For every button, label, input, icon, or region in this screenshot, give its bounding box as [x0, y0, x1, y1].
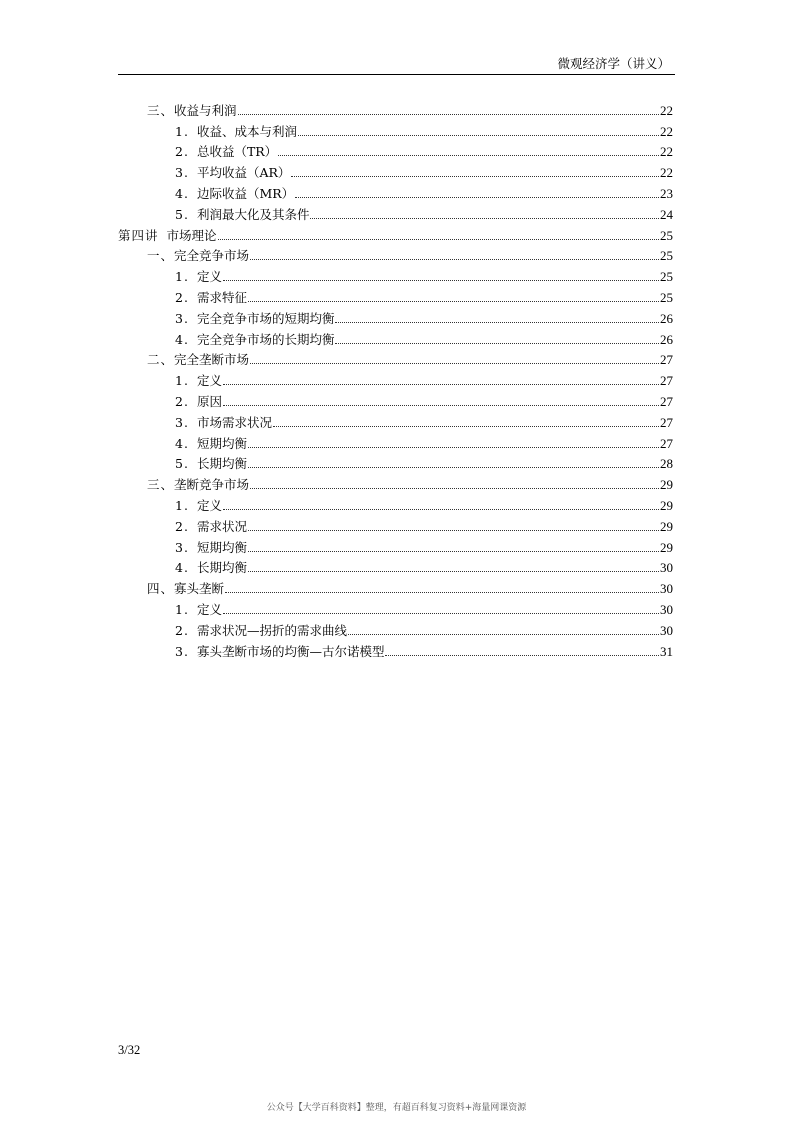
- toc-entry-label: [175, 624, 347, 638]
- toc-entry-label: [147, 353, 249, 367]
- header-divider: [118, 74, 675, 75]
- toc-entry-label: [175, 437, 247, 451]
- toc-entry-number: 3.: [175, 539, 189, 555]
- toc-entry[interactable]: [118, 596, 673, 617]
- toc-entry-title: 收益、成本与利润: [196, 123, 297, 139]
- toc-entry-label: [118, 229, 217, 243]
- toc-entry[interactable]: [118, 430, 673, 451]
- toc-entry-title: 需求状况—拐折的需求曲线: [196, 622, 347, 638]
- toc-entry[interactable]: [118, 513, 673, 534]
- toc-entry-page: 29: [660, 477, 673, 493]
- table-of-contents: [118, 97, 673, 659]
- toc-entry-label: [147, 104, 237, 118]
- toc-entry-page: 22: [660, 144, 673, 160]
- toc-entry-title: 原因: [196, 393, 222, 409]
- toc-entry[interactable]: [118, 243, 673, 264]
- toc-entry-label: [175, 125, 297, 139]
- toc-entry-page: 26: [660, 310, 673, 326]
- toc-dot-leader: [223, 280, 659, 281]
- toc-entry-page: 30: [660, 581, 673, 597]
- toc-entry-number: 2.: [175, 144, 189, 160]
- toc-entry-number: 2.: [175, 289, 189, 305]
- toc-entry[interactable]: [118, 534, 673, 555]
- toc-entry[interactable]: [118, 159, 673, 180]
- toc-dot-leader: [278, 155, 659, 156]
- toc-entry[interactable]: [118, 347, 673, 368]
- toc-dot-leader: [223, 405, 659, 406]
- toc-entry-number: 3.: [175, 310, 189, 326]
- toc-entry-label: [175, 541, 247, 555]
- toc-dot-leader: [248, 447, 659, 448]
- toc-entry-title: 需求状况: [196, 518, 247, 534]
- toc-entry[interactable]: [118, 326, 673, 347]
- toc-entry-number: 第四讲: [118, 227, 159, 243]
- toc-entry-number: 2.: [175, 393, 189, 409]
- toc-entry-label: [147, 478, 249, 492]
- toc-dot-leader: [223, 509, 659, 510]
- toc-entry-number: 3.: [175, 643, 189, 659]
- toc-entry-label: [175, 166, 290, 180]
- toc-entry-label: [175, 499, 222, 513]
- toc-entry-page: 22: [660, 102, 673, 118]
- toc-entry-label: [175, 208, 309, 222]
- toc-entry-label: [175, 145, 277, 159]
- toc-entry-page: 26: [660, 331, 673, 347]
- toc-entry-title: 完全竞争市场的长期均衡: [196, 331, 335, 347]
- toc-entry-title: 寡头垄断市场的均衡—古尔诺模型: [196, 643, 385, 659]
- toc-entry-title: 定义: [196, 601, 222, 617]
- toc-entry-label: [175, 312, 334, 326]
- toc-entry-number: 4.: [175, 560, 189, 576]
- toc-entry-number: 3.: [175, 165, 189, 181]
- toc-entry[interactable]: [118, 180, 673, 201]
- toc-entry-number: 1.: [175, 373, 189, 389]
- toc-entry-page: 30: [660, 560, 673, 576]
- toc-entry[interactable]: [118, 201, 673, 222]
- toc-entry-page: 27: [660, 393, 673, 409]
- toc-entry[interactable]: [118, 471, 673, 492]
- toc-entry-page: 27: [660, 373, 673, 389]
- toc-entry-title: 定义: [196, 269, 222, 285]
- toc-entry-number: 3.: [175, 414, 189, 430]
- toc-dot-leader: [248, 530, 659, 531]
- toc-entry[interactable]: [118, 284, 673, 305]
- toc-entry-label: [175, 291, 247, 305]
- toc-entry-label: [175, 561, 247, 575]
- toc-entry-page: 29: [660, 518, 673, 534]
- toc-dot-leader: [298, 135, 659, 136]
- toc-entry-page: 30: [660, 622, 673, 638]
- toc-entry[interactable]: [118, 575, 673, 596]
- toc-dot-leader: [248, 467, 659, 468]
- toc-entry-page: 25: [660, 227, 673, 243]
- toc-entry-label: [175, 457, 247, 471]
- toc-dot-leader: [273, 426, 659, 427]
- toc-dot-leader: [250, 259, 659, 260]
- toc-dot-leader: [238, 114, 659, 115]
- toc-entry-title: 需求特征: [196, 289, 247, 305]
- toc-entry-number: 二、: [147, 352, 175, 368]
- toc-entry-page: 25: [660, 289, 673, 305]
- toc-entry-title: 长期均衡: [196, 456, 247, 472]
- toc-entry-title: 短期均衡: [196, 539, 247, 555]
- toc-dot-leader: [248, 571, 659, 572]
- toc-entry-title: 完全竞争市场: [174, 248, 250, 264]
- toc-entry-number: 四、: [147, 581, 175, 597]
- toc-entry[interactable]: [118, 97, 673, 118]
- toc-entry-label: [175, 645, 384, 659]
- toc-entry-number: 4.: [175, 331, 189, 347]
- toc-entry-page: 29: [660, 497, 673, 513]
- toc-dot-leader: [250, 363, 659, 364]
- toc-entry-number: 2.: [175, 518, 189, 534]
- toc-entry[interactable]: [118, 451, 673, 472]
- toc-dot-leader: [248, 301, 659, 302]
- toc-entry-title: 寡头垄断: [174, 581, 225, 597]
- toc-entry[interactable]: [118, 617, 673, 638]
- toc-entry-page: 24: [660, 206, 673, 222]
- toc-entry-number: 1.: [175, 123, 189, 139]
- toc-entry[interactable]: [118, 388, 673, 409]
- toc-dot-leader: [291, 176, 659, 177]
- toc-entry-title: 市场理论: [166, 227, 217, 243]
- toc-entry-title: 长期均衡: [196, 560, 247, 576]
- toc-dot-leader: [250, 488, 659, 489]
- toc-entry-label: [175, 603, 222, 617]
- toc-entry-page: 30: [660, 601, 673, 617]
- toc-entry-number: 三、: [147, 102, 175, 118]
- toc-entry[interactable]: [118, 305, 673, 326]
- toc-dot-leader: [335, 343, 659, 344]
- toc-entry[interactable]: [118, 118, 673, 139]
- toc-dot-leader: [310, 218, 659, 219]
- running-header-title: 微观经济学（讲义）: [557, 56, 670, 71]
- toc-entry-number: 一、: [147, 248, 175, 264]
- toc-entry-number: 1.: [175, 497, 189, 513]
- toc-entry-page: 27: [660, 435, 673, 451]
- toc-entry[interactable]: [118, 139, 673, 160]
- toc-dot-leader: [223, 384, 659, 385]
- toc-dot-leader: [335, 322, 659, 323]
- toc-entry-page: 22: [660, 165, 673, 181]
- toc-entry-title: 边际收益（MR）: [196, 185, 295, 201]
- toc-entry[interactable]: [118, 263, 673, 284]
- toc-entry[interactable]: [118, 409, 673, 430]
- toc-entry-number: 4.: [175, 435, 189, 451]
- toc-entry-title: 短期均衡: [196, 435, 247, 451]
- toc-dot-leader: [385, 655, 659, 656]
- toc-entry-number: 2.: [175, 622, 189, 638]
- toc-entry-number: 4.: [175, 185, 189, 201]
- toc-entry-title: 收益与利润: [174, 102, 237, 118]
- toc-entry-title: 完全竞争市场的短期均衡: [196, 310, 335, 326]
- toc-dot-leader: [248, 551, 659, 552]
- footer-note: 公众号【大学百科资料】整理，有超百科复习资料+海量网课资源: [266, 1103, 527, 1113]
- toc-dot-leader: [225, 592, 659, 593]
- toc-entry-number: 1.: [175, 601, 189, 617]
- toc-entry-page: 27: [660, 352, 673, 368]
- toc-entry-number: 1.: [175, 269, 189, 285]
- toc-entry-title: 利润最大化及其条件: [196, 206, 310, 222]
- toc-entry-title: 总收益（TR）: [196, 144, 278, 160]
- toc-entry[interactable]: [118, 638, 673, 659]
- toc-entry[interactable]: [118, 222, 673, 243]
- toc-entry-title: 完全垄断市场: [174, 352, 250, 368]
- toc-entry-page: 31: [660, 643, 673, 659]
- toc-entry-label: [175, 374, 222, 388]
- toc-entry-page: 25: [660, 248, 673, 264]
- toc-entry-label: [147, 249, 249, 263]
- toc-entry-page: 29: [660, 539, 673, 555]
- toc-entry-title: 定义: [196, 497, 222, 513]
- toc-entry-page: 22: [660, 123, 673, 139]
- toc-entry[interactable]: [118, 492, 673, 513]
- toc-dot-leader: [348, 634, 659, 635]
- toc-entry-page: 27: [660, 414, 673, 430]
- toc-entry-number: 5.: [175, 206, 189, 222]
- toc-dot-leader: [295, 197, 659, 198]
- toc-entry-label: [175, 395, 222, 409]
- toc-entry-page: 25: [660, 269, 673, 285]
- toc-entry-title: 市场需求状况: [196, 414, 272, 430]
- toc-entry-label: [175, 187, 294, 201]
- toc-dot-leader: [223, 613, 659, 614]
- toc-entry-label: [175, 333, 334, 347]
- toc-entry-number: 5.: [175, 456, 189, 472]
- toc-entry-label: [175, 270, 222, 284]
- toc-entry-label: [147, 582, 224, 596]
- toc-entry-title: 平均收益（AR）: [196, 165, 291, 181]
- toc-entry-title: 垄断竞争市场: [174, 477, 250, 493]
- toc-entry[interactable]: [118, 555, 673, 576]
- page-number: 3/32: [118, 1043, 141, 1057]
- toc-entry-page: 28: [660, 456, 673, 472]
- toc-entry-label: [175, 520, 247, 534]
- toc-dot-leader: [218, 239, 659, 240]
- toc-entry-page: 23: [660, 185, 673, 201]
- toc-entry[interactable]: [118, 367, 673, 388]
- toc-entry-number: 三、: [147, 477, 175, 493]
- toc-entry-title: 定义: [196, 373, 222, 389]
- toc-entry-label: [175, 416, 272, 430]
